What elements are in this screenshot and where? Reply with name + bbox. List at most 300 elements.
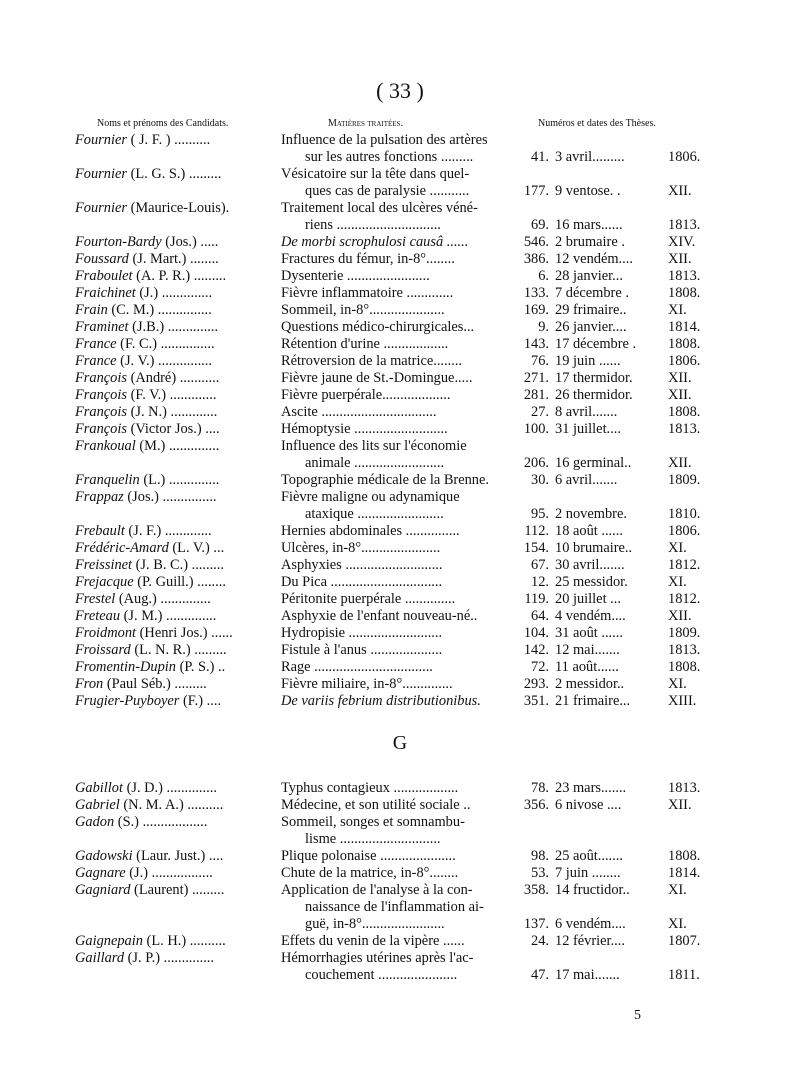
thesis-date: 26 janvier.... — [555, 319, 627, 335]
candidate-surname: Frankoual — [75, 438, 136, 454]
candidate-name — [75, 625, 233, 642]
thesis-entry-row — [0, 608, 800, 625]
thesis-number: 293. — [523, 676, 549, 692]
candidate-given: (L. G. S.) ......... — [126, 166, 222, 182]
candidate-surname: Gagnare — [75, 865, 126, 881]
thesis-number: 351. — [523, 693, 549, 709]
thesis-entry-row — [0, 642, 800, 659]
thesis-subject: Sommeil, songes et somnambu- — [281, 814, 465, 830]
candidate-name — [75, 166, 221, 183]
thesis-year: 1813. — [668, 421, 701, 437]
candidate-surname: Fraichinet — [75, 285, 136, 301]
thesis-entry-row — [0, 353, 800, 370]
thesis-entry-row — [0, 200, 800, 217]
thesis-entry-row — [0, 625, 800, 642]
thesis-year: XI. — [668, 676, 687, 692]
candidate-surname: Frestel — [75, 591, 116, 607]
signature-mark: 5 — [634, 1008, 641, 1023]
candidate-surname: Froissard — [75, 642, 131, 658]
candidate-surname: Gabriel — [75, 797, 120, 813]
thesis-number: 169. — [523, 302, 549, 318]
section-letter: G — [392, 732, 408, 754]
candidate-name — [75, 608, 216, 625]
thesis-subject: De morbi scrophulosi causâ ...... — [281, 234, 469, 250]
candidate-name — [75, 540, 224, 557]
thesis-entry-row — [0, 370, 800, 387]
thesis-number: 133. — [523, 285, 549, 301]
thesis-subject: Fièvre maligne ou adynamique — [281, 489, 460, 505]
thesis-subject: Application de l'analyse à la con- — [281, 882, 473, 898]
candidate-given: (J. M.) .............. — [120, 608, 217, 624]
thesis-entry-row — [0, 523, 800, 540]
candidate-surname: François — [75, 370, 127, 386]
thesis-number: 24. — [531, 933, 549, 949]
thesis-year: XII. — [668, 455, 692, 471]
thesis-entry-row — [0, 489, 800, 506]
thesis-entry-row — [0, 967, 800, 984]
thesis-entry-row — [0, 574, 800, 591]
candidate-surname: Framinet — [75, 319, 129, 335]
candidate-name — [75, 370, 219, 387]
candidate-surname: Foussard — [75, 251, 129, 267]
candidate-given: (J. B. C.) ......... — [132, 557, 224, 573]
thesis-year: XI. — [668, 302, 687, 318]
candidate-name — [75, 659, 225, 676]
candidate-name — [75, 865, 213, 882]
candidate-name — [75, 234, 218, 251]
thesis-date: 2 brumaire . — [555, 234, 625, 250]
thesis-entry-row — [0, 865, 800, 882]
thesis-subject: sur les autres fonctions ......... — [305, 149, 474, 165]
thesis-subject: Hernies abdominales ............... — [281, 523, 460, 539]
candidate-name — [75, 404, 217, 421]
candidate-given: (J. V.) ............... — [116, 353, 212, 369]
thesis-number: 41. — [531, 149, 549, 165]
candidate-given: (J. F.) ............. — [124, 523, 212, 539]
thesis-year: XI. — [668, 540, 687, 556]
thesis-subject: Sommeil, in-8°..................... — [281, 302, 445, 318]
thesis-number: 119. — [524, 591, 549, 607]
thesis-entry-row — [0, 149, 800, 166]
thesis-subject: naissance de l'inflammation ai- — [305, 899, 484, 915]
candidate-given: (Jos.) ..... — [161, 234, 219, 250]
thesis-date: 12 vendém.... — [555, 251, 633, 267]
thesis-subject: Effets du venin de la vipère ...... — [281, 933, 465, 949]
thesis-entry-row — [0, 404, 800, 421]
candidate-surname: Gagniard — [75, 882, 131, 898]
candidate-surname: Frejacque — [75, 574, 134, 590]
thesis-subject: guë, in-8°....................... — [305, 916, 445, 932]
candidate-given: (P. S.) .. — [176, 659, 226, 675]
candidate-surname: Fournier — [75, 166, 127, 182]
thesis-entry-row — [0, 472, 800, 489]
thesis-subject: Asphyxies ........................... — [281, 557, 443, 573]
thesis-year: XI. — [668, 574, 687, 590]
thesis-year: 1812. — [668, 591, 701, 607]
thesis-entry-row — [0, 387, 800, 404]
candidate-given: (J. N.) ............. — [126, 404, 218, 420]
candidate-given: (F. V.) ............. — [126, 387, 217, 403]
thesis-date: 11 août...... — [555, 659, 619, 675]
thesis-year: 1813. — [668, 780, 701, 796]
thesis-subject: Influence des lits sur l'économie — [281, 438, 467, 454]
thesis-subject: Fièvre miliaire, in-8°.............. — [281, 676, 453, 692]
candidate-surname: Frugier-Puyboyer — [75, 693, 180, 709]
thesis-subject: Péritonite puerpérale .............. — [281, 591, 456, 607]
thesis-date: 3 avril......... — [555, 149, 625, 165]
candidate-given: (Paul Séb.) ......... — [103, 676, 207, 692]
thesis-year: XII. — [668, 608, 692, 624]
thesis-number: 142. — [523, 642, 549, 658]
candidate-name — [75, 353, 212, 370]
candidate-given: (J.) ................. — [125, 865, 213, 881]
candidate-name — [75, 848, 223, 865]
thesis-year: 1809. — [668, 625, 701, 641]
thesis-number: 72. — [531, 659, 549, 675]
thesis-number: 12. — [531, 574, 549, 590]
candidate-surname: François — [75, 421, 127, 437]
thesis-number: 356. — [523, 797, 549, 813]
thesis-date: 12 février.... — [555, 933, 625, 949]
thesis-year: 1807. — [668, 933, 701, 949]
candidate-name — [75, 574, 226, 591]
candidate-name — [75, 882, 224, 899]
candidate-given: (J.B.) .............. — [128, 319, 219, 335]
thesis-date: 29 frimaire.. — [555, 302, 627, 318]
thesis-subject: ataxique ........................ — [305, 506, 444, 522]
thesis-year: XI. — [668, 882, 687, 898]
thesis-date: 12 mai....... — [555, 642, 620, 658]
thesis-date: 16 germinal.. — [555, 455, 632, 471]
candidate-given: (F. C.) ............... — [116, 336, 215, 352]
thesis-entry-row — [0, 950, 800, 967]
entries-list — [0, 132, 800, 984]
thesis-date: 7 juin ........ — [555, 865, 621, 881]
candidate-given: (Aug.) .............. — [115, 591, 211, 607]
candidate-name — [75, 200, 229, 217]
thesis-entry-row — [0, 933, 800, 950]
thesis-entry-row — [0, 217, 800, 234]
thesis-subject: Médecine, et son utilité sociale .. — [281, 797, 471, 813]
thesis-subject: Rétroversion de la matrice........ — [281, 353, 463, 369]
candidate-given: (Jos.) ............... — [123, 489, 217, 505]
thesis-subject: Ulcères, in-8°...................... — [281, 540, 441, 556]
candidate-name — [75, 268, 226, 285]
thesis-subject: ques cas de paralysie ........... — [305, 183, 470, 199]
candidate-given: (N. M. A.) .......... — [119, 797, 224, 813]
thesis-entry-row — [0, 916, 800, 933]
thesis-entry-row — [0, 251, 800, 268]
candidate-given: (M.) .............. — [135, 438, 220, 454]
thesis-number: 137. — [523, 916, 549, 932]
thesis-subject: Du Pica ............................... — [281, 574, 443, 590]
candidate-given: (J. Mart.) ........ — [128, 251, 219, 267]
thesis-number: 104. — [523, 625, 549, 641]
candidate-name — [75, 933, 226, 950]
thesis-entry-row — [0, 676, 800, 693]
thesis-year: 1808. — [668, 659, 701, 675]
thesis-date: 17 mai....... — [555, 967, 620, 983]
header-names: Noms et prénoms des Candidats. — [97, 118, 229, 129]
thesis-subject: Rage ................................. — [281, 659, 433, 675]
candidate-given: (Maurice-Louis). — [126, 200, 230, 216]
candidate-surname: Frain — [75, 302, 108, 318]
thesis-date: 7 décembre . — [555, 285, 629, 301]
candidate-surname: Freteau — [75, 608, 121, 624]
candidate-given: (J. D.) .............. — [122, 780, 217, 796]
candidate-surname: Gaignepain — [75, 933, 143, 949]
candidate-surname: Gaillard — [75, 950, 125, 966]
candidate-name — [75, 693, 221, 710]
thesis-year: 1808. — [668, 285, 701, 301]
candidate-name — [75, 557, 224, 574]
thesis-entry-row — [0, 438, 800, 455]
candidate-name — [75, 319, 218, 336]
thesis-entry-row — [0, 183, 800, 200]
candidate-name — [75, 642, 227, 659]
candidate-given: (J.) .............. — [135, 285, 213, 301]
candidate-surname: Fourton-Bardy — [75, 234, 162, 250]
thesis-year: 1808. — [668, 404, 701, 420]
thesis-date: 17 décembre . — [555, 336, 637, 352]
thesis-date: 17 thermidor. — [555, 370, 633, 386]
thesis-entry-row — [0, 814, 800, 831]
candidate-surname: Fournier — [75, 132, 127, 148]
thesis-year: 1809. — [668, 472, 701, 488]
candidate-given: (C. M.) ............... — [107, 302, 212, 318]
candidate-name — [75, 438, 219, 455]
candidate-given: (F.) .... — [179, 693, 222, 709]
thesis-entry-row — [0, 848, 800, 865]
thesis-year: 1813. — [668, 217, 701, 233]
header-numbers: Numéros et dates des Thèses. — [538, 118, 656, 129]
thesis-entry-row — [0, 455, 800, 472]
thesis-number: 67. — [531, 557, 549, 573]
thesis-date: 28 janvier... — [555, 268, 623, 284]
candidate-given: (L. H.) .......... — [142, 933, 226, 949]
thesis-date: 6 avril....... — [555, 472, 618, 488]
thesis-subject: Fièvre inflammatoire ............. — [281, 285, 454, 301]
thesis-number: 358. — [523, 882, 549, 898]
thesis-entry-row — [0, 132, 800, 149]
thesis-date: 16 mars...... — [555, 217, 623, 233]
thesis-date: 6 vendém.... — [555, 916, 626, 932]
candidate-surname: France — [75, 336, 117, 352]
candidate-name — [75, 132, 210, 149]
thesis-entry-row — [0, 557, 800, 574]
candidate-given: (Laurent) ......... — [130, 882, 225, 898]
thesis-date: 26 thermidor. — [555, 387, 633, 403]
thesis-entry-row — [0, 268, 800, 285]
thesis-subject: Hydropisie .......................... — [281, 625, 443, 641]
candidate-surname: Froidmont — [75, 625, 137, 641]
thesis-number: 30. — [531, 472, 549, 488]
candidate-name — [75, 336, 215, 353]
candidate-name — [75, 387, 216, 404]
thesis-year: 1811. — [668, 967, 700, 983]
thesis-year: XII. — [668, 370, 692, 386]
candidate-surname: François — [75, 387, 127, 403]
thesis-date: 2 novembre. — [555, 506, 627, 522]
thesis-year: 1813. — [668, 268, 701, 284]
thesis-number: 27. — [531, 404, 549, 420]
thesis-number: 386. — [523, 251, 549, 267]
thesis-subject: Questions médico-chirurgicales... — [281, 319, 475, 335]
candidate-surname: Freissinet — [75, 557, 133, 573]
thesis-date: 23 mars....... — [555, 780, 627, 796]
thesis-entry-row — [0, 780, 800, 797]
thesis-year: 1810. — [668, 506, 701, 522]
thesis-number: 98. — [531, 848, 549, 864]
thesis-number: 78. — [531, 780, 549, 796]
thesis-number: 9. — [538, 319, 549, 335]
candidate-name — [75, 421, 220, 438]
thesis-subject: Fractures du fémur, in-8°........ — [281, 251, 455, 267]
thesis-number: 95. — [531, 506, 549, 522]
thesis-entry-row — [0, 166, 800, 183]
thesis-date: 18 août ...... — [555, 523, 623, 539]
candidate-given: (L.) .............. — [139, 472, 220, 488]
thesis-subject: Plique polonaise ..................... — [281, 848, 456, 864]
candidate-given: (L. V.) ... — [168, 540, 225, 556]
thesis-date: 10 brumaire.. — [555, 540, 633, 556]
thesis-subject: Chute de la matrice, in-8°........ — [281, 865, 459, 881]
thesis-number: 76. — [531, 353, 549, 369]
candidate-surname: France — [75, 353, 117, 369]
thesis-subject: Fistule à l'anus .................... — [281, 642, 443, 658]
thesis-entry-row — [0, 591, 800, 608]
thesis-date: 14 fructidor.. — [555, 882, 630, 898]
thesis-date: 8 avril....... — [555, 404, 618, 420]
thesis-date: 30 avril....... — [555, 557, 625, 573]
thesis-date: 21 frimaire... — [555, 693, 631, 709]
candidate-given: (L. N. R.) ......... — [130, 642, 227, 658]
thesis-subject: Influence de la pulsation des artères — [281, 132, 488, 148]
thesis-entry-row — [0, 319, 800, 336]
thesis-subject: animale ......................... — [305, 455, 445, 471]
thesis-number: 271. — [523, 370, 549, 386]
thesis-year: XII. — [668, 797, 692, 813]
thesis-date: 31 août ...... — [555, 625, 623, 641]
thesis-number: 69. — [531, 217, 549, 233]
thesis-year: 1806. — [668, 523, 701, 539]
candidate-name — [75, 285, 212, 302]
thesis-entry-row — [0, 882, 800, 899]
candidate-name — [75, 251, 219, 268]
candidate-surname: Gadowski — [75, 848, 133, 864]
thesis-subject: Vésicatoire sur la tête dans quel- — [281, 166, 470, 182]
thesis-date: 19 juin ...... — [555, 353, 621, 369]
candidate-name — [75, 523, 212, 540]
thesis-subject: Hémorrhagies utérines après l'ac- — [281, 950, 474, 966]
thesis-number: 47. — [531, 967, 549, 983]
candidate-given: (Henri Jos.) ...... — [136, 625, 233, 641]
header-subjects: Matières traitées. — [328, 118, 403, 129]
thesis-date: 6 nivose .... — [555, 797, 622, 813]
candidate-name — [75, 797, 223, 814]
thesis-date: 9 ventose. . — [555, 183, 621, 199]
thesis-date: 20 juillet ... — [555, 591, 621, 607]
candidate-given: (J. P.) .............. — [124, 950, 214, 966]
thesis-subject: riens ............................. — [305, 217, 441, 233]
thesis-year: 1808. — [668, 848, 701, 864]
thesis-year: XI. — [668, 916, 687, 932]
thesis-number: 6. — [538, 268, 549, 284]
candidate-name — [75, 302, 212, 319]
thesis-year: 1814. — [668, 865, 701, 881]
thesis-date: 4 vendém.... — [555, 608, 626, 624]
thesis-date: 25 messidor. — [555, 574, 628, 590]
candidate-name — [75, 950, 214, 967]
candidate-name — [75, 676, 207, 693]
thesis-year: XII. — [668, 183, 692, 199]
candidate-surname: Fournier — [75, 200, 127, 216]
thesis-year: 1806. — [668, 149, 701, 165]
candidate-surname: Fromentin-Dupin — [75, 659, 176, 675]
candidate-surname: Frédéric-Amard — [75, 540, 169, 556]
thesis-entry-row — [0, 797, 800, 814]
thesis-subject: Typhus contagieux .................. — [281, 780, 459, 796]
candidate-given: (A. P. R.) ......... — [132, 268, 227, 284]
thesis-subject: De variis febrium distributionibus. — [281, 693, 481, 709]
candidate-surname: Fraboulet — [75, 268, 133, 284]
thesis-number: 546. — [523, 234, 549, 250]
thesis-subject: Fièvre jaune de St.-Domingue..... — [281, 370, 473, 386]
thesis-entry-row — [0, 506, 800, 523]
thesis-number: 112. — [524, 523, 549, 539]
thesis-entry-row — [0, 659, 800, 676]
candidate-given: (Laur. Just.) .... — [132, 848, 224, 864]
candidate-name — [75, 489, 217, 506]
candidate-surname: Frappaz — [75, 489, 124, 505]
thesis-year: 1808. — [668, 336, 701, 352]
candidate-surname: François — [75, 404, 127, 420]
thesis-year: 1806. — [668, 353, 701, 369]
thesis-entry-row — [0, 831, 800, 848]
thesis-subject: Rétention d'urine .................. — [281, 336, 449, 352]
thesis-number: 206. — [523, 455, 549, 471]
thesis-number: 143. — [523, 336, 549, 352]
thesis-number: 100. — [523, 421, 549, 437]
thesis-date: 2 messidor.. — [555, 676, 625, 692]
thesis-number: 281. — [523, 387, 549, 403]
thesis-entry-row — [0, 693, 800, 710]
page-number: ( 33 ) — [376, 78, 424, 103]
thesis-entry-row — [0, 336, 800, 353]
thesis-number: 154. — [523, 540, 549, 556]
thesis-year: 1812. — [668, 557, 701, 573]
candidate-name — [75, 780, 217, 797]
candidate-surname: Frebault — [75, 523, 125, 539]
thesis-date: 25 août....... — [555, 848, 623, 864]
thesis-subject: Hémoptysie .......................... — [281, 421, 448, 437]
thesis-subject: Fièvre puerpérale................... — [281, 387, 451, 403]
candidate-name — [75, 472, 219, 489]
candidate-surname: Gabillot — [75, 780, 123, 796]
thesis-entry-row — [0, 302, 800, 319]
thesis-number: 53. — [531, 865, 549, 881]
thesis-year: 1813. — [668, 642, 701, 658]
candidate-given: (Victor Jos.) .... — [126, 421, 220, 437]
thesis-entry-row — [0, 899, 800, 916]
thesis-entry-row — [0, 285, 800, 302]
thesis-entry-row — [0, 540, 800, 557]
candidate-given: (André) ........... — [126, 370, 220, 386]
thesis-date: 31 juillet.... — [555, 421, 621, 437]
candidate-name — [75, 591, 211, 608]
thesis-entry-row — [0, 234, 800, 251]
thesis-year: XIV. — [668, 234, 696, 250]
